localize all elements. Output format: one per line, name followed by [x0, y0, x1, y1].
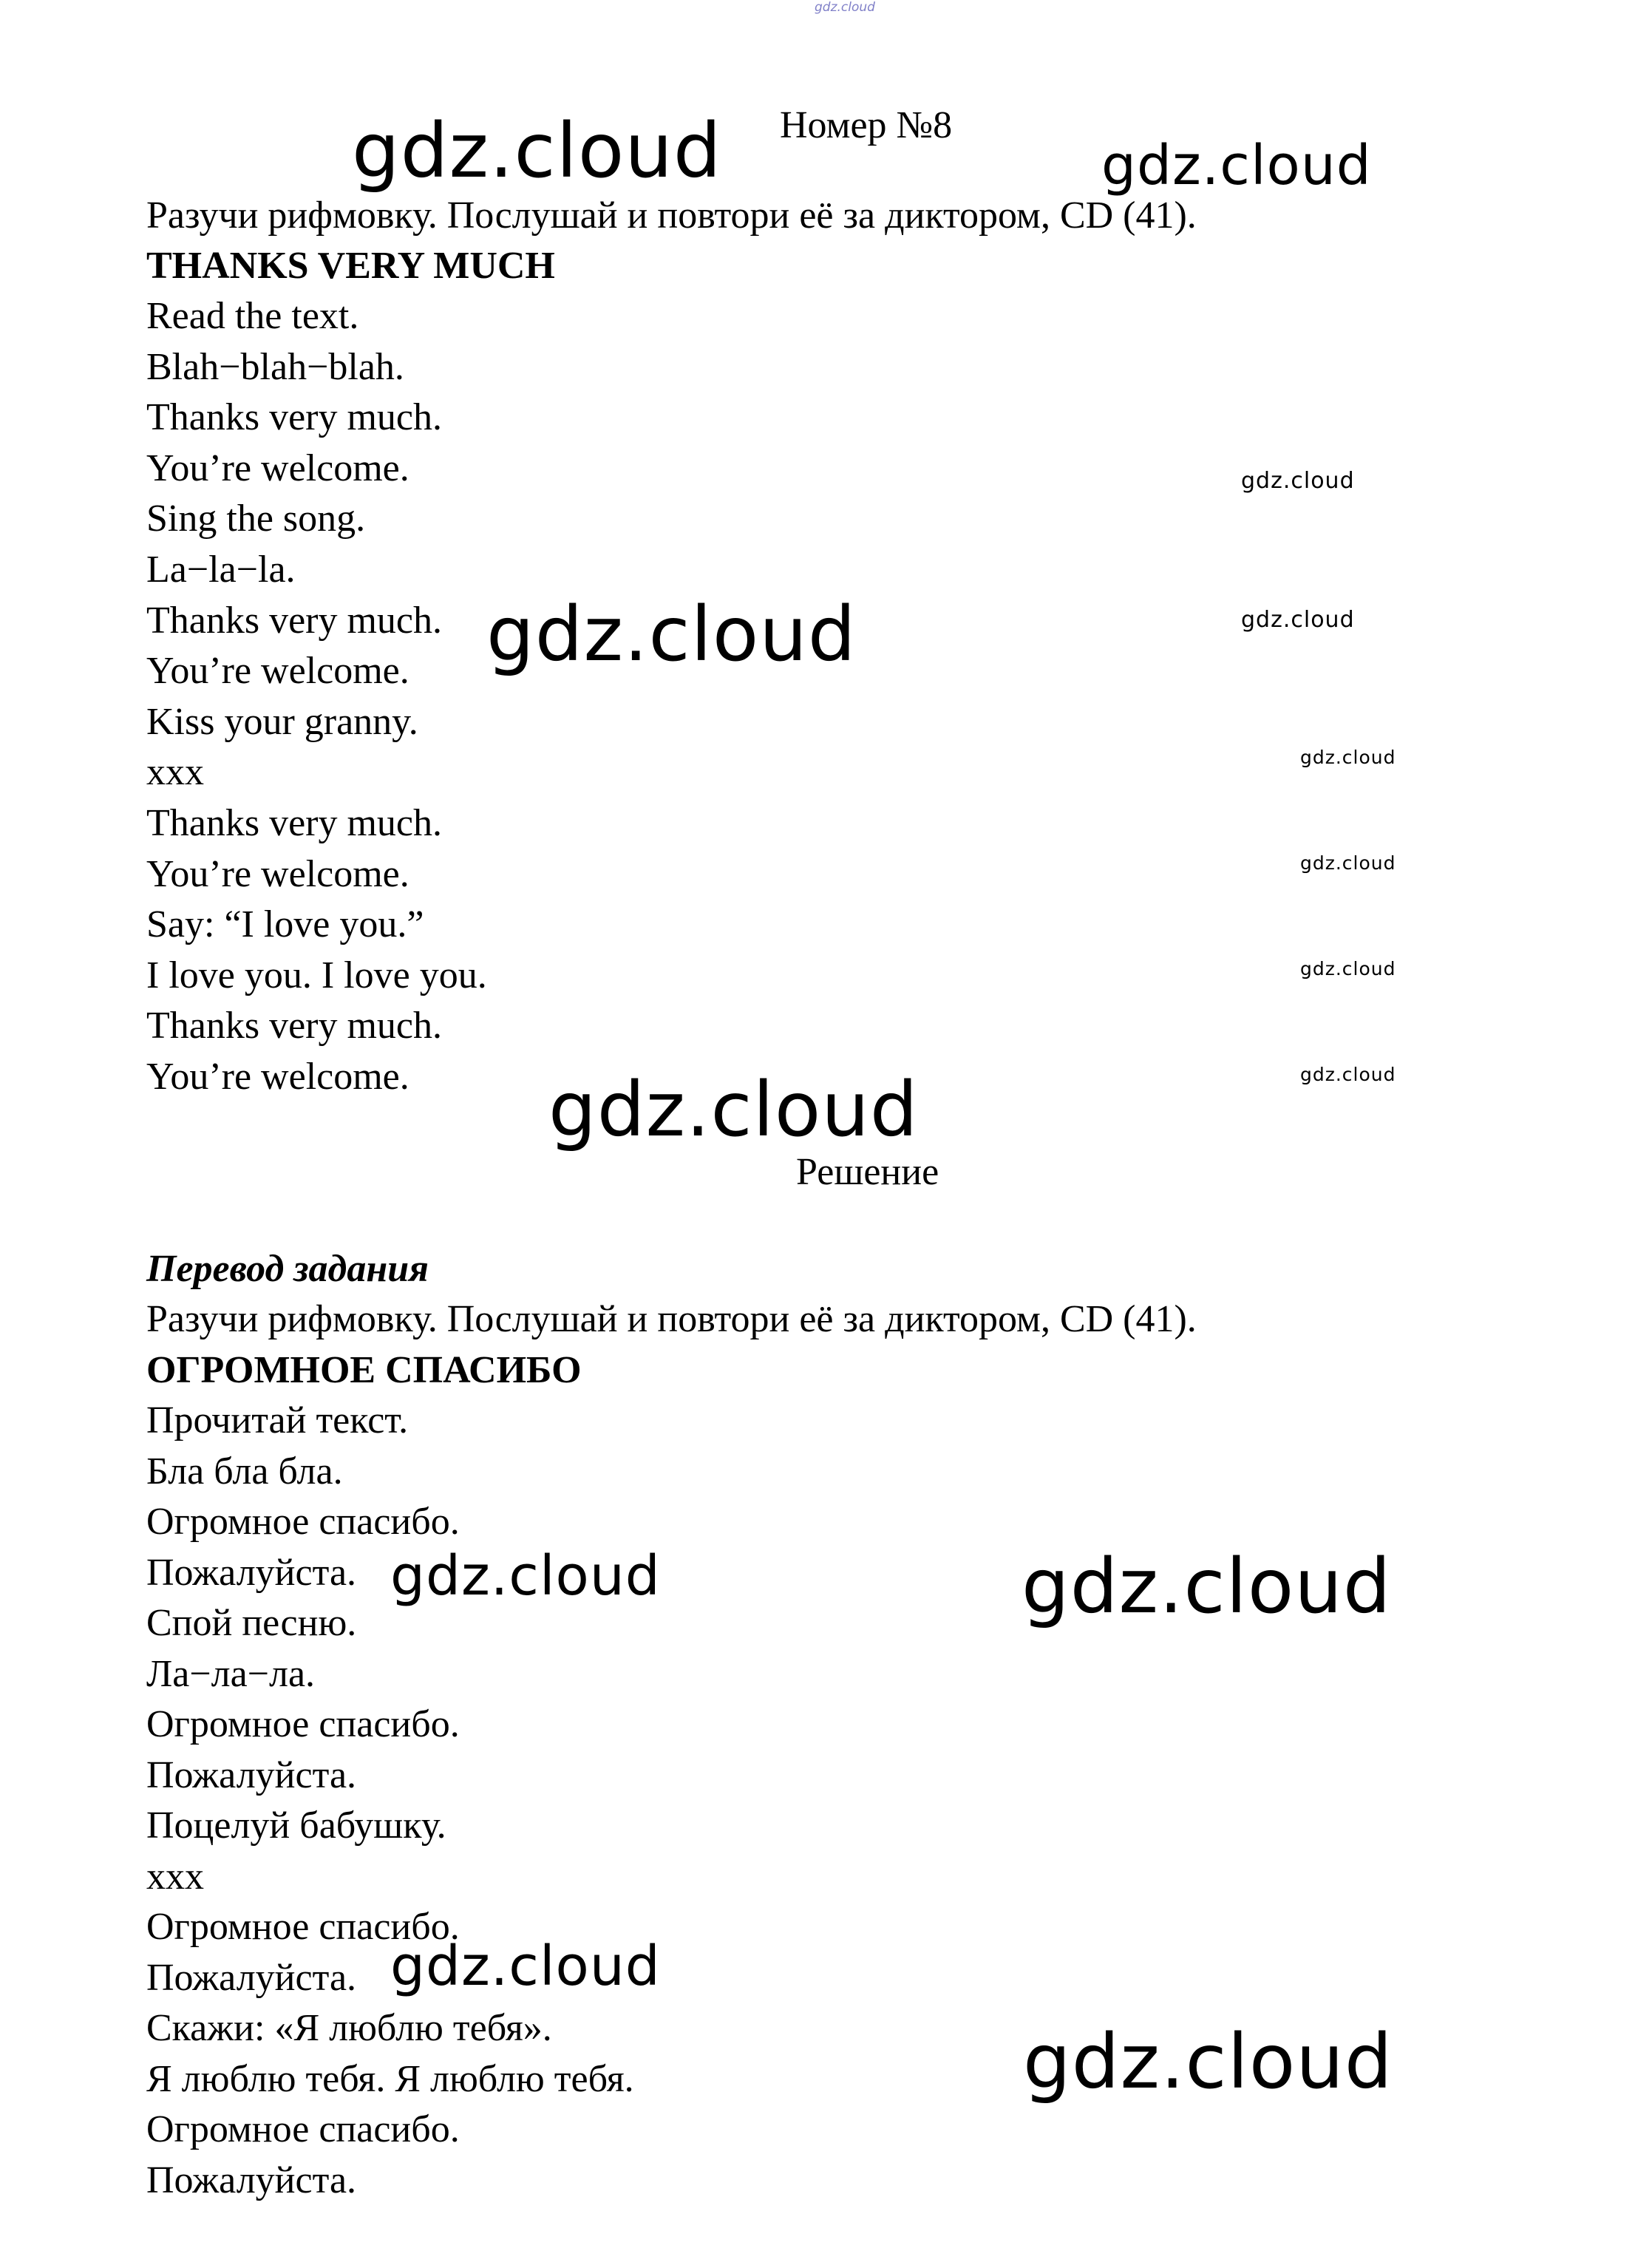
poem-line: Kiss your granny.: [146, 701, 418, 743]
translation-line: Бла бла бла.: [146, 1450, 343, 1493]
poem-line: You’re welcome.: [146, 853, 409, 895]
watermark: gdz.cloud: [390, 1935, 661, 1998]
translation-line: Я люблю тебя. Я люблю тебя.: [146, 2058, 634, 2100]
task-instruction: Разучи рифмовку. Послушай и повтори её за диктором, CD (41).: [146, 194, 1197, 237]
translation-label: Перевод задания: [146, 1248, 429, 1290]
poem-line: You’re welcome.: [146, 447, 409, 489]
poem-line: Blah−blah−blah.: [146, 346, 404, 388]
translation-line: Пожалуйста.: [146, 1552, 357, 1594]
translation-line: Поцелуй бабушку.: [146, 1804, 446, 1847]
watermark: gdz.cloud: [1023, 2018, 1393, 2106]
translation-heading: ОГРОМНОЕ СПАСИБО: [146, 1349, 582, 1391]
page-title: Номер №8: [780, 104, 953, 146]
translation-line: Пожалуйста.: [146, 2159, 357, 2201]
translation-line: Ла−ла−ла.: [146, 1653, 316, 1695]
poem-line: I love you. I love you.: [146, 954, 487, 996]
watermark: gdz.cloud: [1022, 1543, 1392, 1631]
poem-line: Thanks very much.: [146, 1005, 443, 1047]
watermark: gdz.cloud: [1300, 852, 1396, 874]
poem-line: You’re welcome.: [146, 1056, 409, 1098]
watermark: gdz.cloud: [1241, 607, 1355, 633]
translation-instruction: Разучи рифмовку. Послушай и повтори её за диктором, CD (41).: [146, 1298, 1197, 1340]
watermark: gdz.cloud: [1241, 468, 1355, 494]
watermark: gdz.cloud: [486, 591, 857, 679]
translation-line: Огромное спасибо.: [146, 1703, 460, 1745]
poem-line: xxx: [146, 751, 204, 793]
poem-line: Say: “I love you.”: [146, 903, 424, 945]
translation-line: Скажи: «Я люблю тебя».: [146, 2007, 552, 2049]
watermark: gdz.cloud: [548, 1066, 919, 1154]
translation-line: Огромное спасибо.: [146, 1906, 460, 1948]
poem-line: Read the text.: [146, 295, 359, 337]
solution-label: Решение: [796, 1151, 939, 1193]
translation-line: Огромное спасибо.: [146, 2108, 460, 2150]
translation-line: Спой песню.: [146, 1602, 357, 1644]
translation-line: Прочитай текст.: [146, 1399, 409, 1441]
watermark: gdz.cloud: [1300, 1064, 1396, 1085]
watermark: gdz.cloud: [1300, 747, 1396, 768]
top-watermark: gdz.cloud: [815, 0, 875, 15]
watermark: gdz.cloud: [1300, 958, 1396, 979]
poem-line: Thanks very much.: [146, 396, 443, 438]
watermark: gdz.cloud: [1101, 134, 1372, 197]
translation-line: Пожалуйста.: [146, 1754, 357, 1796]
poem-line: You’re welcome.: [146, 650, 409, 692]
watermark: gdz.cloud: [352, 107, 722, 195]
poem-line: Thanks very much.: [146, 600, 443, 642]
poem-line: Thanks very much.: [146, 802, 443, 844]
poem-line: Sing the song.: [146, 498, 366, 540]
task-heading: THANKS VERY MUCH: [146, 245, 555, 287]
watermark: gdz.cloud: [390, 1544, 661, 1608]
poem-line: La−la−la.: [146, 549, 296, 591]
translation-line: Огромное спасибо.: [146, 1501, 460, 1543]
translation-line: Пожалуйста.: [146, 1957, 357, 1999]
translation-line: xxx: [146, 1855, 204, 1898]
